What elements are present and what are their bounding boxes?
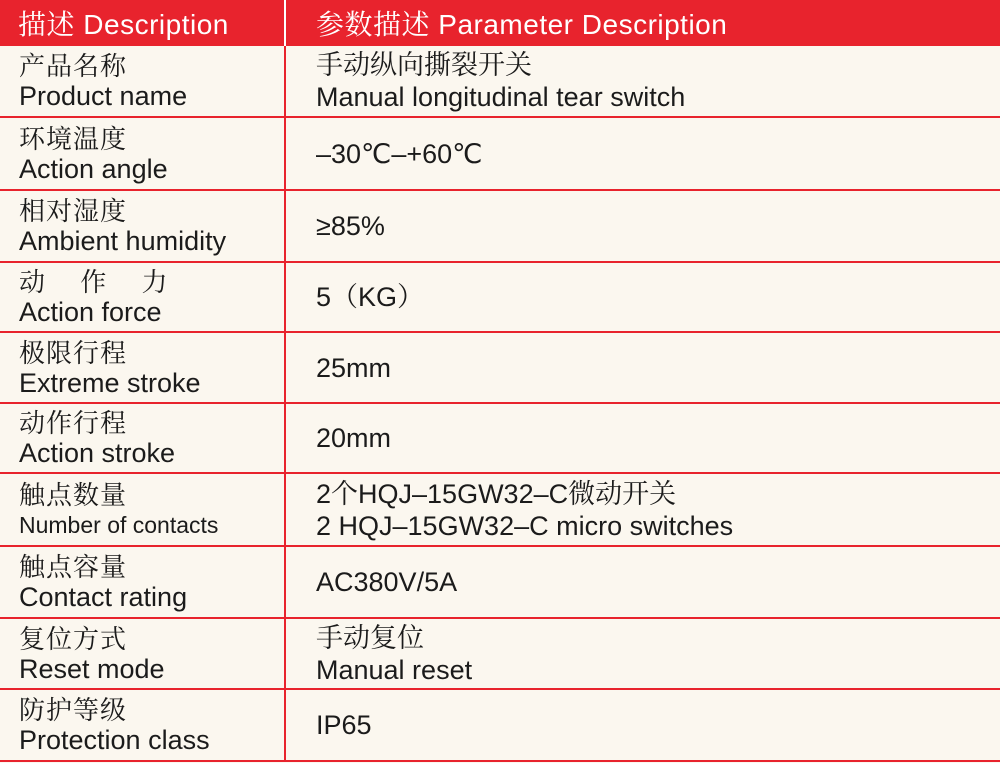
value-line: IP65 [316,710,372,740]
row-value [286,619,1000,688]
label-en: Protection class [19,725,210,755]
value-line: 手动纵向撕裂开关 [316,50,532,80]
value-line: –30℃–+60℃ [316,138,483,169]
row-value [286,191,1000,261]
row-label [0,474,286,545]
label-zh: 相对湿度 [19,196,128,226]
value-line: 手动复位 [316,622,424,653]
table-row [0,547,1000,619]
table-row [0,404,1000,474]
label-zh: 触点容量 [19,552,128,582]
header-parameter-description: 参数描述 Parameter Description [316,9,728,40]
label-en: Extreme stroke [19,367,201,398]
row-label [0,118,286,189]
label-zh: 防护等级 [19,695,128,725]
table-row [0,46,1000,118]
row-value [286,333,1000,402]
row-value [286,118,1000,189]
row-value [286,263,1000,331]
label-en: Action angle [19,153,168,184]
label-zh: 触点数量 [19,479,128,510]
value-line: Manual longitudinal tear switch [316,82,686,112]
row-value [286,404,1000,472]
label-en: Action force [19,297,162,327]
row-label [0,690,286,760]
label-en: Reset mode [19,653,165,684]
table-header [0,0,1000,46]
label-en: Ambient humidity [19,226,227,256]
value-line: 2个HQJ–15GW32–C微动开关 [316,478,677,509]
row-label [0,404,286,472]
label-zh: 复位方式 [19,623,128,654]
label-zh: 产品名称 [19,51,128,81]
row-value [286,690,1000,760]
row-value [286,547,1000,617]
row-label [0,619,286,688]
table-row [0,690,1000,762]
label-en: Product name [19,81,188,111]
label-zh: 动作行程 [19,408,128,438]
table-row [0,474,1000,547]
label-zh: 动 作 力 [19,267,182,297]
label-zh: 极限行程 [19,337,128,368]
table-row [0,619,1000,690]
table-row [0,118,1000,191]
row-label [0,46,286,116]
value-line: Manual reset [316,654,473,685]
row-label [0,333,286,402]
value-line: AC380V/5A [316,567,458,597]
header-description: 描述 Description [0,0,286,46]
value-line: 2 HQJ–15GW32–C micro switches [316,510,734,541]
table-row [0,333,1000,404]
row-label [0,547,286,617]
label-en: Number of contacts [19,511,219,538]
table-row [0,191,1000,263]
row-label [0,191,286,261]
row-value [286,46,1000,116]
value-line: 20mm [316,423,392,453]
value-line: ≥85% [316,211,385,241]
label-en: Contact rating [19,582,188,612]
value-line: 5（KG） [316,282,425,312]
row-label [0,263,286,331]
label-zh: 环境温度 [19,123,128,154]
label-en: Action stroke [19,438,176,468]
row-value [286,474,1000,545]
value-line: 25mm [316,352,392,383]
table-row [0,263,1000,333]
